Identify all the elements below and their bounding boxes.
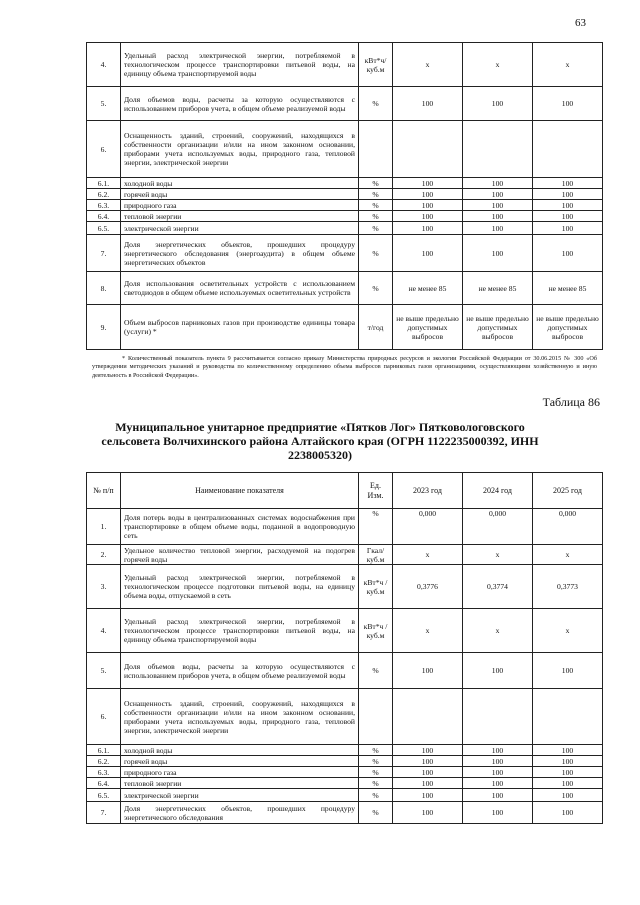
row-number: 3.	[87, 565, 121, 609]
table-row	[87, 745, 603, 756]
value-2023: 100	[393, 222, 463, 235]
value-2025: не выше предельно допустимых выбросов	[533, 305, 603, 350]
value-2024: 100	[463, 211, 533, 222]
row-number: 6.4.	[87, 778, 121, 789]
indicator-name: Удельное количество тепловой энергии, расходуемой на подогрев горячей воды	[121, 545, 359, 565]
value-2025: 100	[533, 178, 603, 189]
value-2024: x	[463, 43, 533, 87]
unit: %	[359, 745, 393, 756]
indicator-name: горячей воды	[121, 189, 359, 200]
value-2024: x	[463, 545, 533, 565]
value-2024: 0,000	[463, 509, 533, 545]
value-2023	[393, 689, 463, 745]
value-2024: не выше предельно допустимых выбросов	[463, 305, 533, 350]
value-2023: 100	[393, 756, 463, 767]
value-2023: 100	[393, 235, 463, 272]
row-number: 4.	[87, 609, 121, 653]
indicator-name: Удельный расход электрической энергии, потребляемой в технологическом процессе транспортировки питьевой воды, на единицу объема транспортируемой воды	[121, 43, 359, 87]
unit: т/год	[359, 305, 393, 350]
value-2024: 100	[463, 235, 533, 272]
unit: %	[359, 778, 393, 789]
table-row	[87, 789, 603, 802]
table-row	[87, 87, 603, 121]
table-row	[87, 756, 603, 767]
indicator-name: природного газа	[121, 200, 359, 211]
value-2025	[533, 689, 603, 745]
row-number: 6.2.	[87, 189, 121, 200]
table-row	[87, 689, 603, 745]
value-2025: 100	[533, 211, 603, 222]
header-year-2024: 2024 год	[463, 473, 533, 509]
value-2025: 100	[533, 200, 603, 211]
value-2023: не выше предельно допустимых выбросов	[393, 305, 463, 350]
page-number: 63	[575, 17, 586, 29]
value-2025: 100	[533, 235, 603, 272]
header-year-2023: 2023 год	[393, 473, 463, 509]
value-2025: 100	[533, 767, 603, 778]
unit: %	[359, 189, 393, 200]
table-header-row	[87, 473, 603, 509]
header-year-2025: 2025 год	[533, 473, 603, 509]
indicator-name: Доля использования осветительных устройств с использованием светодиодов в общем объеме используемых осветительных устройств	[121, 272, 359, 305]
unit: %	[359, 87, 393, 121]
value-2024: 100	[463, 222, 533, 235]
row-number: 1.	[87, 509, 121, 545]
indicator-name: холодной воды	[121, 745, 359, 756]
value-2025: 100	[533, 756, 603, 767]
value-2024: 100	[463, 200, 533, 211]
unit	[359, 689, 393, 745]
unit: %	[359, 222, 393, 235]
value-2024: 100	[463, 189, 533, 200]
value-2025	[533, 121, 603, 178]
table-row	[87, 211, 603, 222]
value-2023: 100	[393, 767, 463, 778]
table-row	[87, 200, 603, 211]
unit	[359, 121, 393, 178]
value-2024: 100	[463, 789, 533, 802]
unit: кВт*ч/ куб.м	[359, 43, 393, 87]
value-2025: 100	[533, 87, 603, 121]
row-number: 7.	[87, 235, 121, 272]
header-number: № п/п	[87, 473, 121, 509]
row-number: 7.	[87, 802, 121, 824]
value-2023: 100	[393, 745, 463, 756]
row-number: 5.	[87, 87, 121, 121]
value-2023: 100	[393, 189, 463, 200]
table-row	[87, 767, 603, 778]
value-2025: 100	[533, 789, 603, 802]
value-2023: x	[393, 545, 463, 565]
table-row	[87, 178, 603, 189]
table-row	[87, 802, 603, 824]
indicator-name: Объем выбросов парниковых газов при производстве единицы товара (услуги) *	[121, 305, 359, 350]
row-number: 5.	[87, 653, 121, 689]
value-2025: 100	[533, 653, 603, 689]
value-2025: 100	[533, 778, 603, 789]
indicator-name: Удельный расход электрической энергии, потребляемой в технологическом процессе подготовки питьевой воды, на единицу объема воды, отпускаемой в сеть	[121, 565, 359, 609]
unit: %	[359, 509, 393, 545]
value-2023	[393, 121, 463, 178]
value-2023: 100	[393, 778, 463, 789]
unit: кВт*ч / куб.м	[359, 609, 393, 653]
unit: %	[359, 653, 393, 689]
table-row	[87, 272, 603, 305]
indicators-table-continued	[86, 42, 603, 350]
unit: %	[359, 789, 393, 802]
value-2023: не менее 85	[393, 272, 463, 305]
value-2025: x	[533, 545, 603, 565]
indicator-name: тепловой энергии	[121, 778, 359, 789]
row-number: 6.	[87, 121, 121, 178]
indicator-name: Оснащенность зданий, строений, сооружений, находящихся в собственности организации и/или на ином законном основании, приборами учета используемых воды, природного газа, тепловой энергии, электрической энергии	[121, 689, 359, 745]
table-row	[87, 222, 603, 235]
indicator-name: электрической энергии	[121, 222, 359, 235]
row-number: 6.1.	[87, 745, 121, 756]
value-2025: x	[533, 609, 603, 653]
table-label: Таблица 86	[542, 395, 600, 409]
value-2024: 100	[463, 745, 533, 756]
row-number: 6.5.	[87, 789, 121, 802]
unit: %	[359, 767, 393, 778]
value-2025: не менее 85	[533, 272, 603, 305]
row-number: 6.4.	[87, 211, 121, 222]
value-2025: 100	[533, 745, 603, 756]
value-2025: 0,000	[533, 509, 603, 545]
row-number: 6.2.	[87, 756, 121, 767]
indicator-name: электрической энергии	[121, 789, 359, 802]
header-name: Наименование показателя	[121, 473, 359, 509]
indicator-name: Доля потерь воды в централизованных системах водоснабжения при транспортировке в общем объеме воды, поданной в водопроводную сеть	[121, 509, 359, 545]
table-row	[87, 43, 603, 87]
table-row	[87, 235, 603, 272]
table-row	[87, 121, 603, 178]
value-2024: 100	[463, 87, 533, 121]
unit: кВт*ч / куб.м	[359, 565, 393, 609]
indicator-name: Оснащенность зданий, строений, сооружений, находящихся в собственности организации и/или на ином законном основании, приборами учета используемых воды, природного газа, тепловой энергии, электрической энергии	[121, 121, 359, 178]
value-2024	[463, 121, 533, 178]
indicator-name: Удельный расход электрической энергии, потребляемой в технологическом процессе транспортировки питьевой воды, на единицу объема транспортируемой воды	[121, 609, 359, 653]
table-row	[87, 778, 603, 789]
value-2023: 100	[393, 211, 463, 222]
table-row	[87, 509, 603, 545]
indicator-name: природного газа	[121, 767, 359, 778]
value-2023: x	[393, 609, 463, 653]
table-row	[87, 189, 603, 200]
value-2023: 100	[393, 653, 463, 689]
table-row	[87, 305, 603, 350]
value-2024: не менее 85	[463, 272, 533, 305]
unit: %	[359, 235, 393, 272]
row-number: 6.3.	[87, 767, 121, 778]
unit: %	[359, 756, 393, 767]
table-row	[87, 565, 603, 609]
indicator-name: Доля объемов воды, расчеты за которую осуществляются с использованием приборов учета, в общем объеме реализуемой воды	[121, 87, 359, 121]
value-2024: 100	[463, 778, 533, 789]
value-2023: 0,3776	[393, 565, 463, 609]
footnote: * Количественный показатель пункта 9 рассчитывается согласно приказу Министерства природных ресурсов и экологии Российской Федерации от 30.06.2015 № 300 «Об утверждении методических указаний и руководства по количественному определению объема выбросов парниковых газов организациями, осуществляющими хозяйственную и иную деятельность в Российской Федерации».	[92, 355, 597, 379]
value-2024	[463, 689, 533, 745]
table-row	[87, 545, 603, 565]
table-row	[87, 653, 603, 689]
value-2025: 100	[533, 189, 603, 200]
row-number: 2.	[87, 545, 121, 565]
value-2023: 100	[393, 789, 463, 802]
row-number: 4.	[87, 43, 121, 87]
value-2024: x	[463, 609, 533, 653]
table-row	[87, 609, 603, 653]
value-2023: 100	[393, 178, 463, 189]
row-number: 6.	[87, 689, 121, 745]
indicator-name: Доля энергетических объектов, прошедших процедуру энергетического обследования	[121, 802, 359, 824]
value-2025: 0,3773	[533, 565, 603, 609]
header-unit: Ед. Изм.	[359, 473, 393, 509]
indicator-name: Доля энергетических объектов, прошедших процедуру энергетического обследования (энергоаудита) в общем объеме энергетических объектов	[121, 235, 359, 272]
row-number: 6.1.	[87, 178, 121, 189]
row-number: 8.	[87, 272, 121, 305]
value-2024: 100	[463, 802, 533, 824]
value-2024: 100	[463, 767, 533, 778]
unit: %	[359, 211, 393, 222]
unit: %	[359, 200, 393, 211]
unit: Гкал/ куб.м	[359, 545, 393, 565]
unit: %	[359, 802, 393, 824]
value-2025: x	[533, 43, 603, 87]
value-2024: 100	[463, 653, 533, 689]
row-number: 6.5.	[87, 222, 121, 235]
unit: %	[359, 272, 393, 305]
indicator-name: горячей воды	[121, 756, 359, 767]
value-2023: x	[393, 43, 463, 87]
value-2024: 0,3774	[463, 565, 533, 609]
row-number: 6.3.	[87, 200, 121, 211]
organization-title: Муниципальное унитарное предприятие «Пятков Лог» Пятковологовского сельсовета Волчихинского района Алтайского края (ОГРН 1122235000392, ИНН 2238005320)	[101, 420, 539, 462]
indicator-name: тепловой энергии	[121, 211, 359, 222]
value-2025: 100	[533, 222, 603, 235]
indicator-name: холодной воды	[121, 178, 359, 189]
value-2024: 100	[463, 756, 533, 767]
indicators-table	[86, 472, 603, 824]
value-2023: 100	[393, 87, 463, 121]
value-2023: 100	[393, 200, 463, 211]
value-2025: 100	[533, 802, 603, 824]
unit: %	[359, 178, 393, 189]
value-2024: 100	[463, 178, 533, 189]
value-2023: 100	[393, 802, 463, 824]
value-2023: 0,000	[393, 509, 463, 545]
row-number: 9.	[87, 305, 121, 350]
indicator-name: Доля объемов воды, расчеты за которую осуществляются с использованием приборов учета, в общем объеме реализуемой воды	[121, 653, 359, 689]
